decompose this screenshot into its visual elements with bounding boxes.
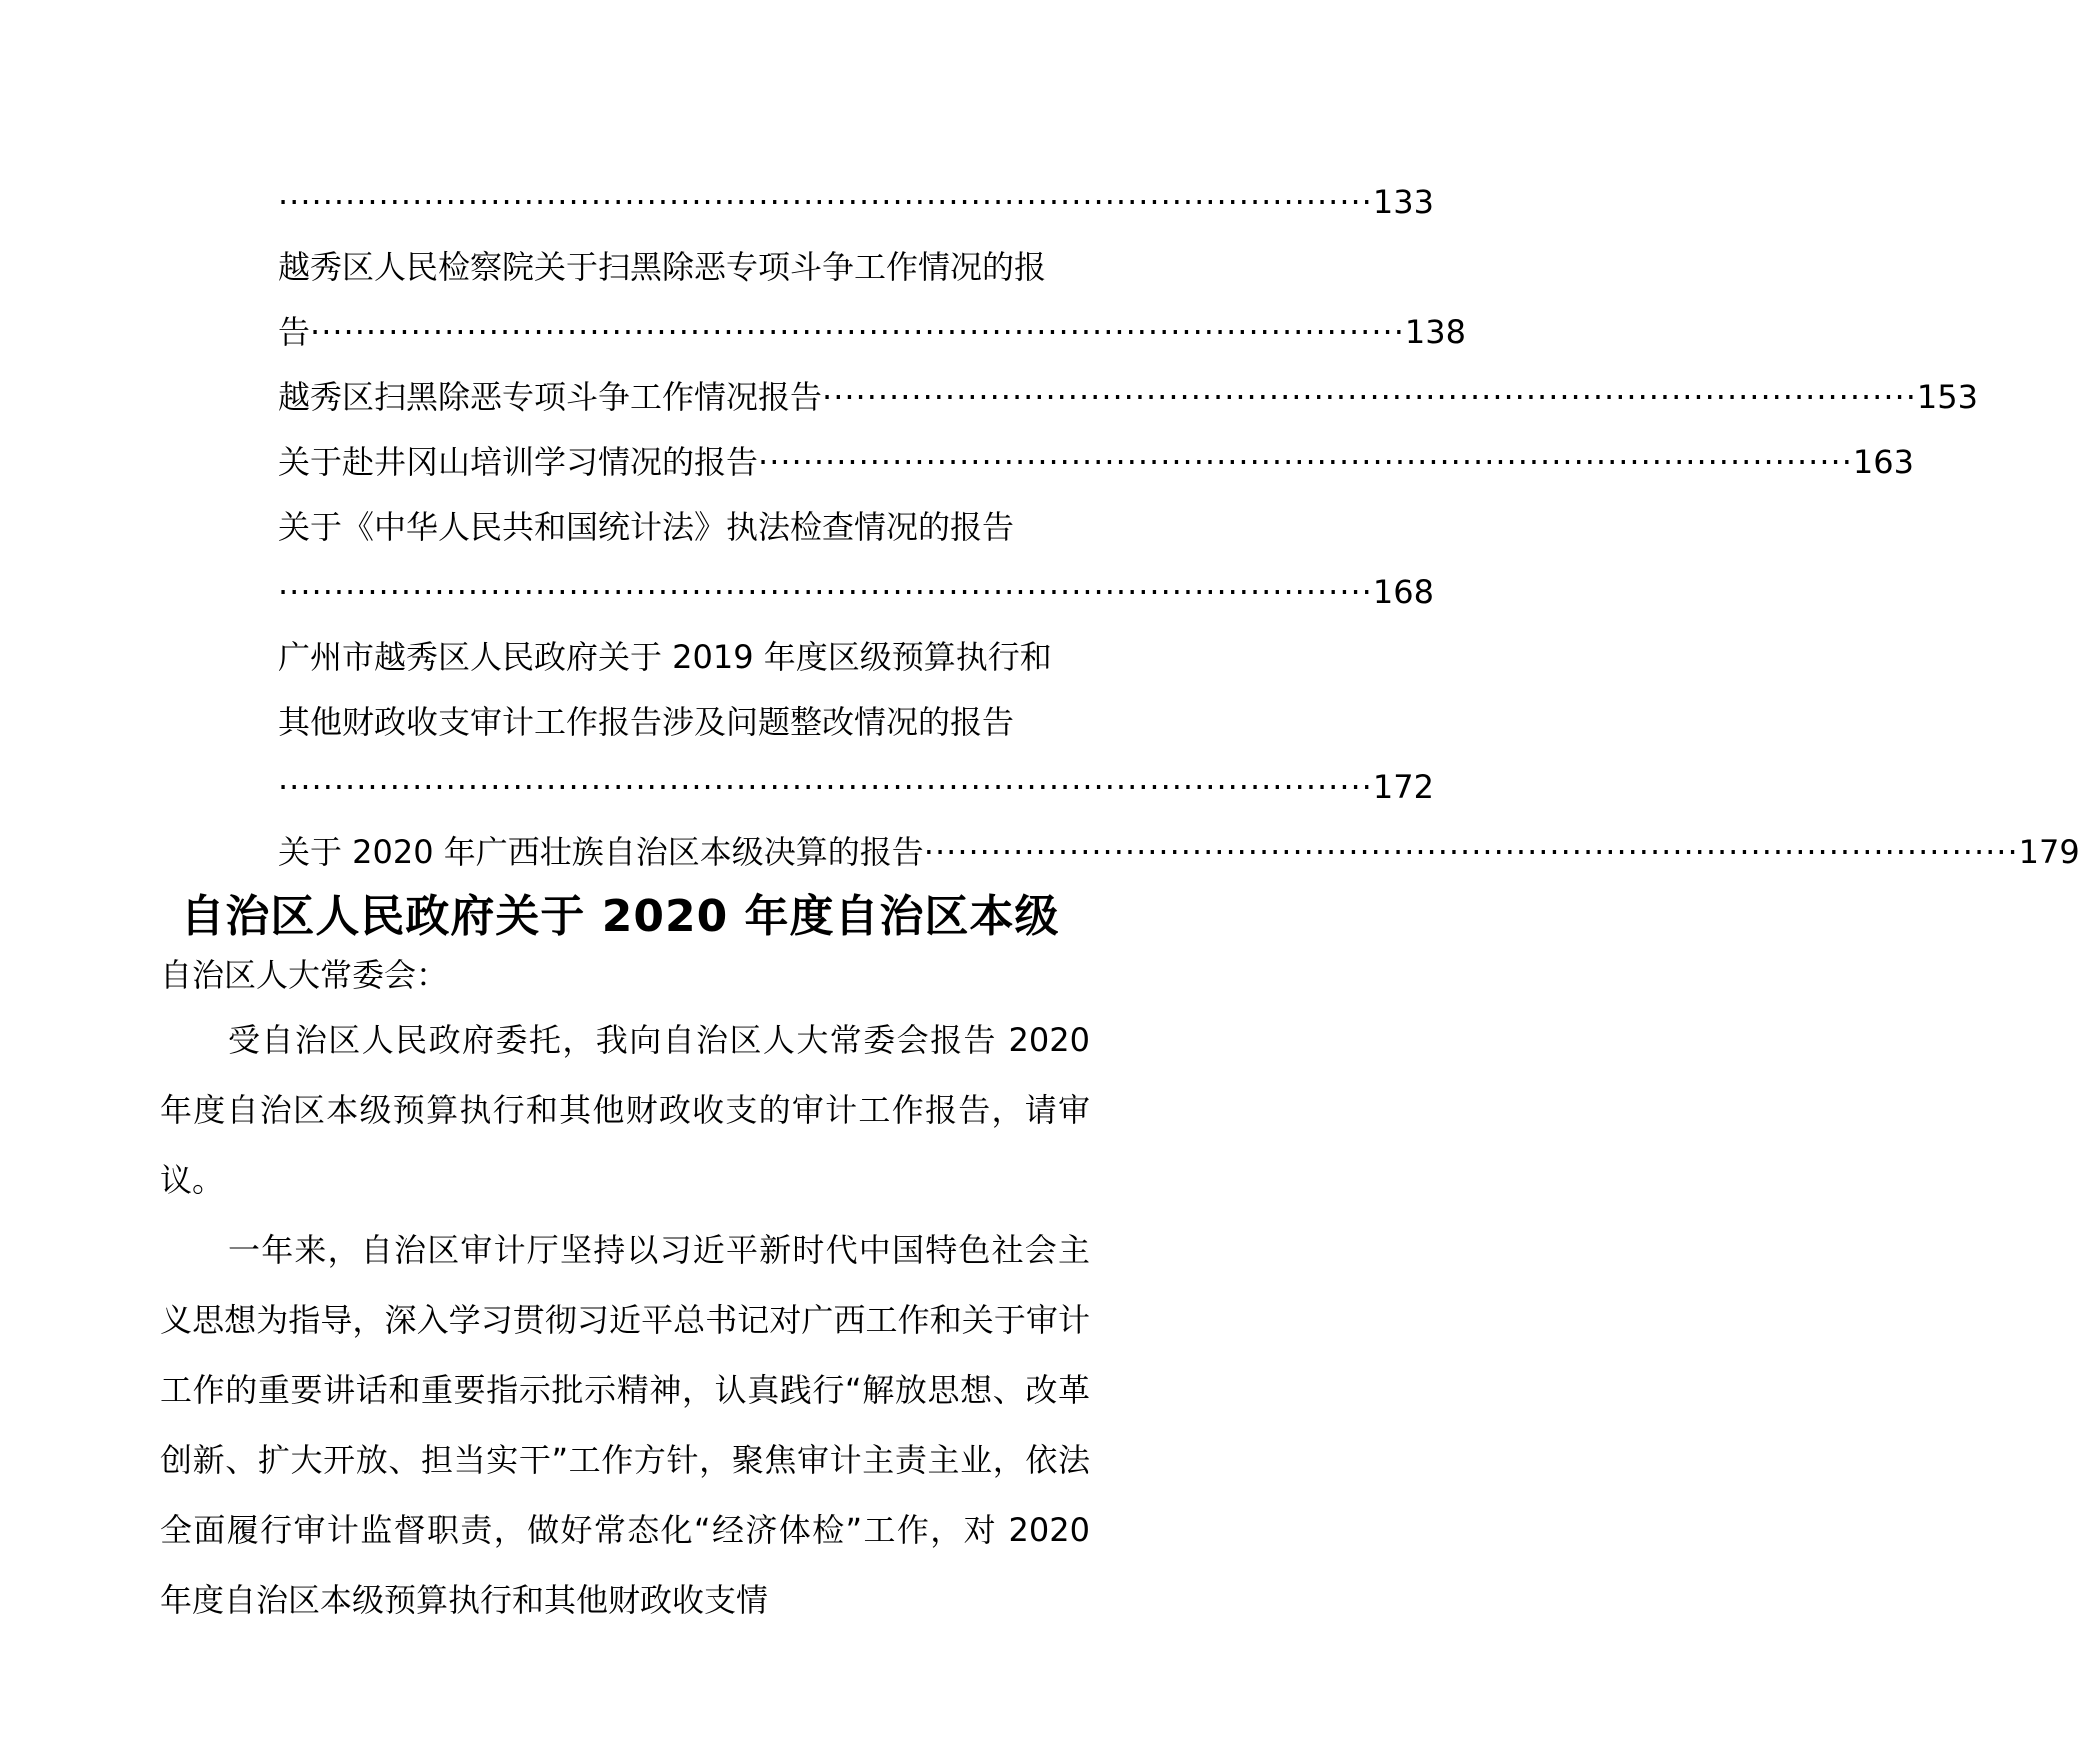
- toc-page-number: 172: [1372, 768, 1434, 806]
- toc-leader-dots: ··································································································: [923, 833, 2019, 871]
- toc-entry[interactable]: [278, 235, 1078, 300]
- toc-page-number: 133: [1372, 183, 1434, 221]
- toc-leader-dots: ··································································································: [758, 443, 1853, 481]
- toc-entry[interactable]: [278, 625, 1078, 690]
- toc-entry-continued[interactable]: [278, 690, 1078, 755]
- toc-entry[interactable]: [278, 820, 2080, 885]
- toc-leader-dots: ··································································································: [278, 768, 1373, 806]
- toc-entry-title: 关于赴井冈山培训学习情况的报告: [278, 443, 759, 481]
- toc-page-number: 168: [1372, 573, 1434, 611]
- toc-page-number: 153: [1916, 378, 1978, 416]
- toc-entry-title: 越秀区人民检察院关于扫黑除恶专项斗争工作情况的报: [278, 248, 1047, 286]
- toc-leader-dots: ··································································································: [310, 313, 1405, 351]
- toc-entry-title: 告: [278, 313, 311, 351]
- toc-entry-continued[interactable]: [278, 300, 1466, 365]
- toc-entry[interactable]: [278, 170, 1434, 235]
- toc-entry[interactable]: [278, 365, 1978, 430]
- paragraph: 一年来，自治区审计厅坚持以习近平新时代中国特色社会主义思想为指导，深入学习贯彻习近平总书记对广西工作和关于审计工作的重要讲话和重要指示批示精神，认真践行“解放思想、改革创新、扩大开放、担当实干”工作方针，聚焦审计主责主业，依法全面履行审计监督职责，做好常态化“经济体检”工作，对 2020 年度自治区本级预算执行和其他财政收支情: [160, 1231, 1090, 1619]
- toc-entry-continued[interactable]: [278, 755, 1434, 820]
- toc-entry-title: 广州市越秀区人民政府关于 2019 年度区级预算执行和: [278, 638, 1052, 676]
- toc-entry[interactable]: [278, 495, 1078, 560]
- toc-page-number: 163: [1852, 443, 1914, 481]
- salutation: 自治区人大常委会：: [160, 956, 449, 994]
- toc-leader-dots: ··································································································: [822, 378, 1917, 416]
- toc-entry-title: 关于《中华人民共和国统计法》执法检查情况的报告: [278, 508, 1015, 546]
- table-of-contents: [278, 170, 2080, 885]
- toc-page-number: 179: [2018, 833, 2080, 871]
- toc-entry-continued[interactable]: [278, 560, 1434, 625]
- report-title: 自治区人民政府关于 2020 年度自治区本级: [180, 891, 1060, 942]
- toc-leader-dots: ··································································································: [278, 183, 1373, 221]
- toc-leader-dots: ··································································································: [278, 573, 1373, 611]
- toc-entry-title: 关于 2020 年广西壮族自治区本级决算的报告: [278, 833, 924, 871]
- toc-entry[interactable]: [278, 430, 1914, 495]
- paragraph: 受自治区人民政府委托，我向自治区人大常委会报告 2020 年度自治区本级预算执行和其他财政收支的审计工作报告，请审议。: [160, 1021, 1090, 1199]
- toc-page-number: 138: [1404, 313, 1466, 351]
- report-body: [160, 945, 1090, 1635]
- toc-entry-title: 越秀区扫黑除恶专项斗争工作情况报告: [278, 378, 823, 416]
- toc-entry-title: 其他财政收支审计工作报告涉及问题整改情况的报告: [278, 703, 1015, 741]
